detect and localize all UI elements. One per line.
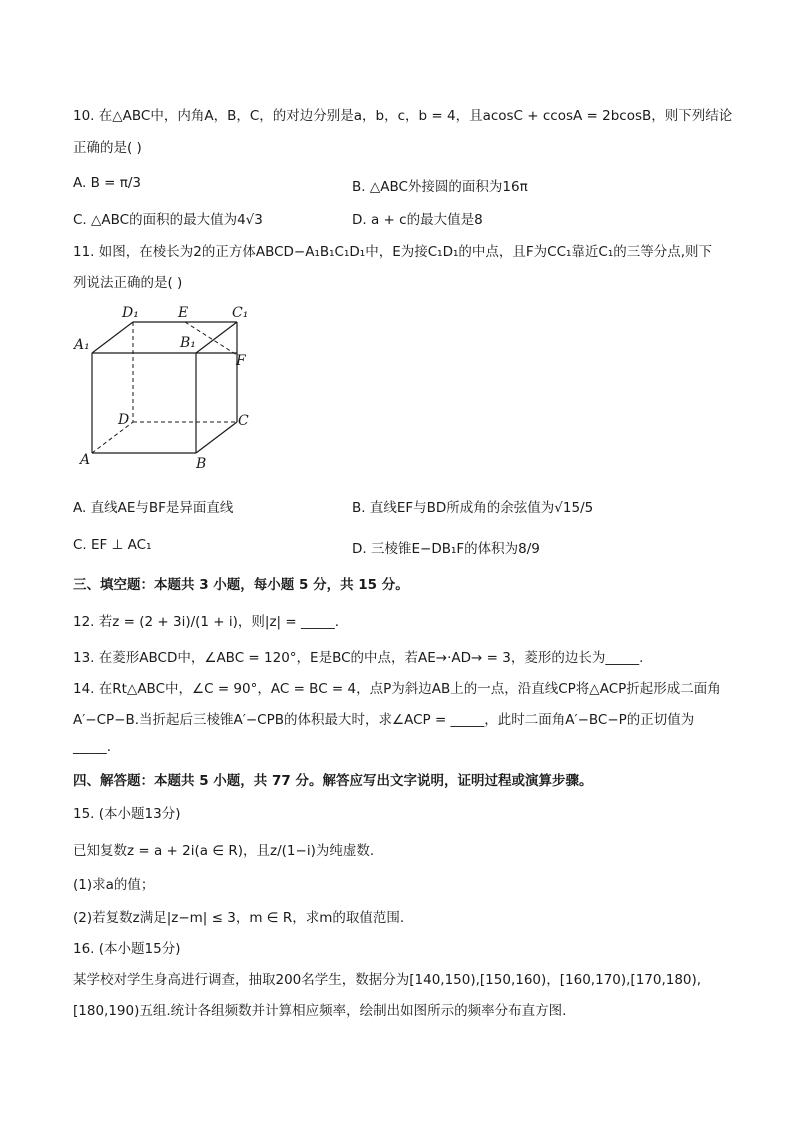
label-a: A	[80, 452, 91, 468]
q11-option-b: B. 直线EF与BD所成角的余弦值为√15/5	[352, 500, 594, 516]
label-f: F	[236, 353, 246, 369]
q10-option-d: D. a + c的最大值是8	[352, 212, 483, 228]
label-b1: B₁	[180, 335, 196, 351]
q12: 12. 若z = (2 + 3i)/(1 + i)，则|z| = _____.	[73, 614, 340, 630]
label-a1: A₁	[74, 337, 90, 353]
label-c1: C₁	[232, 305, 249, 321]
q15-part1: (1)求a的值；	[73, 877, 155, 893]
q11-option-c: C. EF ⊥ AC₁	[73, 537, 152, 553]
q15-stem: 已知复数z = a + 2i(a ∈ R)，且z/(1−i)为纯虚数.	[73, 843, 375, 859]
q15-title: 15. (本小题13分)	[73, 806, 181, 822]
cube-figure	[72, 298, 262, 476]
label-b: B	[196, 456, 207, 472]
q16-line1: 某学校对学生身高进行调查，抽取200名学生，数据分为[140,150),[150,160)，[160,170),[170,180),	[73, 972, 702, 988]
q14-line3: _____.	[73, 739, 112, 755]
q11-line1: 11. 如图，在棱长为2的正方体ABCD−A₁B₁C₁D₁中，E为接C₁D₁的中点，且F为CC₁靠近C₁的三等分点,则下	[73, 244, 713, 260]
q10-option-c: C. △ABC的面积的最大值为4√3	[73, 212, 263, 228]
label-d: D	[118, 412, 130, 428]
q10-line2: 正确的是( )	[73, 140, 142, 156]
q15-part2: (2)若复数z满足|z−m| ≤ 3，m ∈ R，求m的取值范围.	[73, 910, 405, 926]
q14-line1: 14. 在Rt△ABC中，∠C = 90°，AC = BC = 4，点P为斜边AB上的一点，沿直线CP将△ACP折起形成二面角	[73, 681, 721, 697]
label-d1: D₁	[122, 305, 139, 321]
section-3-heading: 三、填空题：本题共 3 小题，每小题 5 分，共 15 分。	[73, 577, 409, 593]
q16-title: 16. (本小题15分)	[73, 941, 181, 957]
q10-option-a: A. B = π/3	[73, 175, 142, 191]
q10-option-b: B. △ABC外接圆的面积为16π	[352, 179, 528, 195]
q10-line1: 10. 在△ABC中，内角A，B，C，的对边分别是a，b，c，b = 4，且acosC + ccosA = 2bcosB，则下列结论	[73, 108, 733, 124]
q13: 13. 在菱形ABCD中，∠ABC = 120°，E是BC的中点，若AE→·AD→ = 3，菱形的边长为_____.	[73, 650, 644, 666]
q11-line2: 列说法正确的是( )	[73, 275, 183, 291]
label-c: C	[238, 413, 249, 429]
q14-line2: A′−CP−B.当折起后三棱锥A′−CPB的体积最大时，求∠ACP = _____，此时二面角A′−BC−P的正切值为	[73, 712, 695, 728]
label-e: E	[178, 305, 189, 321]
q16-line2: [180,190)五组.统计各组频数并计算相应频率，绘制出如图所示的频率分布直方图.	[73, 1003, 567, 1019]
section-4-heading: 四、解答题：本题共 5 小题，共 77 分。解答应写出文字说明，证明过程或演算步骤。	[73, 773, 593, 789]
q11-option-d: D. 三棱锥E−DB₁F的体积为8/9	[352, 541, 540, 557]
q11-option-a: A. 直线AE与BF是异面直线	[73, 500, 234, 516]
